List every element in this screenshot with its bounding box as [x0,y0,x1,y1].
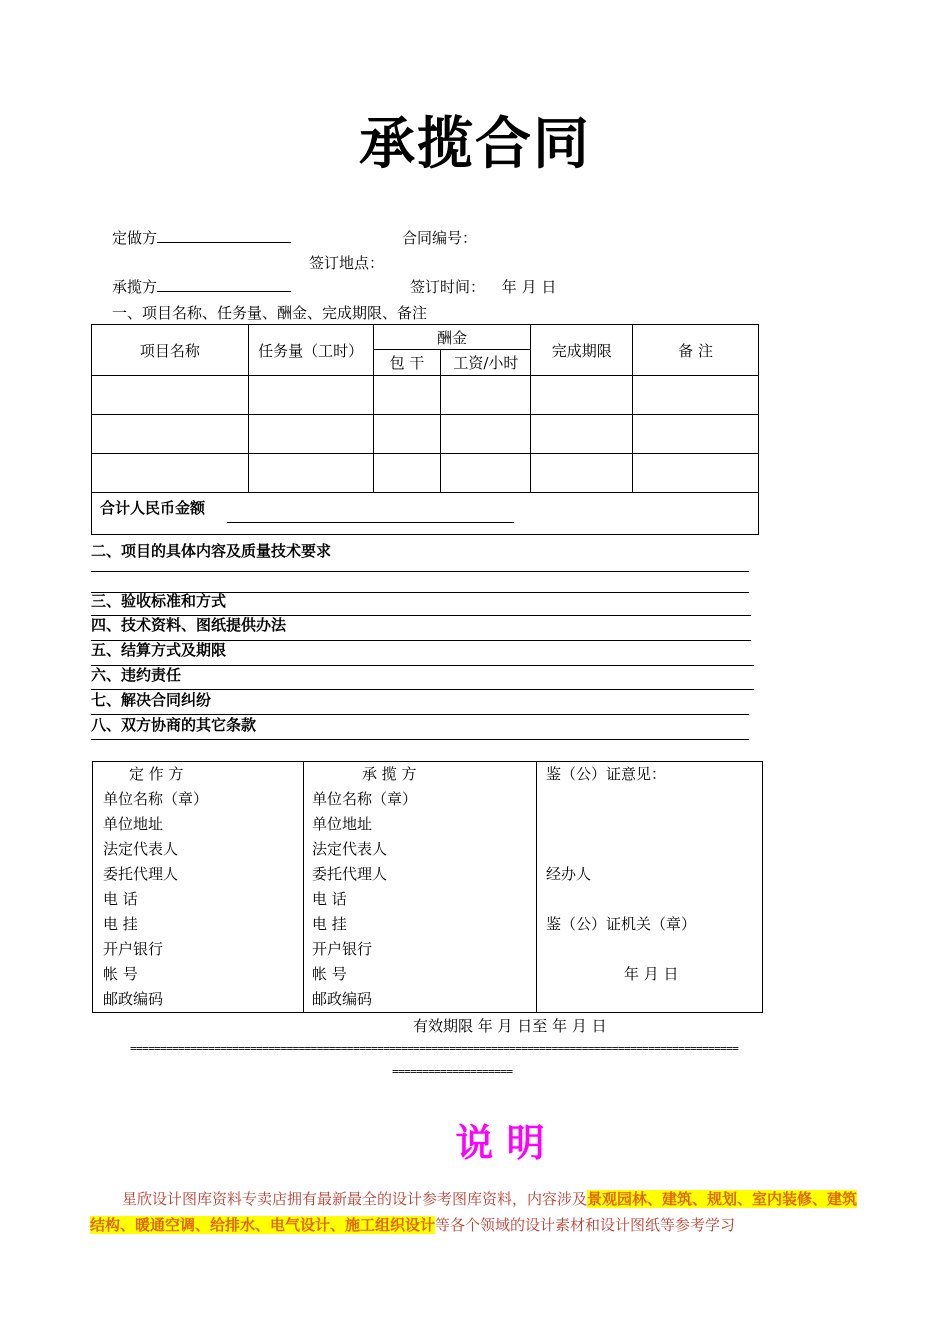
section-5-line[interactable] [91,665,754,666]
maker-signature-column [103,762,298,1012]
table-cell[interactable] [441,415,531,454]
col-workload: 任务量（工时） [248,325,373,376]
contractor-field-legal-rep[interactable]: 法定代表人 [312,840,388,858]
contractor-label: 承揽方 [112,278,158,296]
table-cell[interactable] [248,415,373,454]
total-amount-underline[interactable] [227,522,514,523]
project-table [91,324,759,535]
section-8-heading: 八、双方协商的其它条款 [91,716,257,734]
sign-time-label: 签订时间： [410,278,486,296]
maker-field-phone[interactable]: 电 话 [103,890,138,908]
maker-header: 定 作 方 [129,765,184,783]
sign-time-value: 年 月 日 [501,278,557,296]
contractor-field-unit-name[interactable]: 单位名称（章） [312,790,418,808]
table-row [92,376,759,415]
column-divider [303,762,304,1012]
section-7-heading: 七、解决合同纠纷 [91,691,212,709]
table-cell[interactable] [633,376,759,415]
table-row [92,454,759,493]
section-2-heading: 二、项目的具体内容及质量技术要求 [91,542,332,560]
maker-field-account[interactable]: 帐 号 [103,965,138,983]
table-cell[interactable] [248,376,373,415]
contractor-field-account[interactable]: 帐 号 [312,965,347,983]
contractor-field-bank[interactable]: 开户银行 [312,940,373,958]
contractor-header: 承 揽 方 [362,765,417,783]
contractor-signature-column [312,762,532,1012]
contractor-field-postcode[interactable]: 邮政编码 [312,990,373,1008]
explanation-title: 说 明 [455,1121,545,1165]
contractor-underline[interactable] [157,277,291,292]
col-pay: 酬金 [373,325,531,350]
contractor-field-cable[interactable]: 电 挂 [312,915,347,933]
table-cell[interactable] [373,454,441,493]
contractor-field-phone[interactable]: 电 话 [312,890,347,908]
maker-field-legal-rep[interactable]: 法定代表人 [103,840,179,858]
maker-field [112,227,291,248]
col-notes: 备 注 [633,325,759,376]
signature-table [92,761,763,1013]
total-amount-label: 合计人民币金额 [100,499,206,517]
maker-field-agent[interactable]: 委托代理人 [103,865,179,883]
table-cell[interactable] [531,454,633,493]
sign-time-field [410,276,556,297]
notary-column [546,762,756,1012]
contractor-field [112,276,291,297]
maker-underline[interactable] [157,228,291,243]
maker-field-address[interactable]: 单位地址 [103,815,164,833]
validity-period: 有效期限 年 月 日至 年 月 日 [413,1017,607,1035]
notary-opinion-label: 鉴（公）证意见： [546,765,667,783]
col-pay-lump: 包 干 [373,350,441,376]
explanation-paragraph [90,1186,862,1238]
table-cell[interactable] [633,454,759,493]
section-6-heading: 六、违约责任 [91,666,182,684]
table-row [92,415,759,454]
section-4-heading: 四、技术资料、图纸提供办法 [91,616,287,634]
table-cell[interactable] [92,415,249,454]
contract-no-label: 合同编号： [402,229,478,247]
table-cell[interactable] [441,376,531,415]
col-pay-hourly: 工资/小时 [441,350,531,376]
table-cell[interactable] [633,415,759,454]
notary-date: 年 月 日 [624,965,679,983]
section-3-heading: 三、验收标准和方式 [91,592,227,610]
table-cell[interactable] [248,454,373,493]
column-divider [536,762,537,1012]
notary-office-label: 鉴（公）证机关（章） [546,915,697,933]
separator-line: ===================================================================================================== [130,1042,739,1055]
total-amount-row [92,493,759,535]
col-project-name: 项目名称 [92,325,249,376]
section-2-line[interactable] [91,571,749,572]
maker-field-unit-name[interactable]: 单位名称（章） [103,790,209,808]
section-8-line[interactable] [91,739,749,740]
explanation-suffix: 等各个领域的设计素材和设计图纸等参考学习 [435,1216,736,1234]
table-cell[interactable] [531,376,633,415]
maker-field-bank[interactable]: 开户银行 [103,940,164,958]
separator-line: ==================== [392,1065,513,1078]
table-cell[interactable] [92,454,249,493]
sign-place-label: 签订地点： [309,254,385,272]
section-5-heading: 五、结算方式及期限 [91,641,227,659]
table-cell[interactable] [441,454,531,493]
table-cell[interactable] [92,376,249,415]
contractor-field-address[interactable]: 单位地址 [312,815,373,833]
table-cell[interactable] [373,376,441,415]
document-title: 承揽合同 [359,111,591,177]
contractor-field-agent[interactable]: 委托代理人 [312,865,388,883]
explanation-highlight: 景观园林、建筑、规划、室内装修、建筑结构、暖通空调、给排水、电气设计、施工组织设计 [90,1190,858,1234]
section-1-heading: 一、项目名称、任务量、酬金、完成期限、备注 [112,304,428,322]
col-deadline: 完成期限 [531,325,633,376]
maker-field-postcode[interactable]: 邮政编码 [103,990,164,1008]
maker-label: 定做方 [112,229,158,247]
table-cell[interactable] [373,415,441,454]
explanation-prefix: 星欣设计图库资料专卖店拥有最新最全的设计参考图库资料，内容涉及 [122,1190,588,1208]
handler-label: 经办人 [546,865,592,883]
table-cell[interactable] [531,415,633,454]
maker-field-cable[interactable]: 电 挂 [103,915,138,933]
